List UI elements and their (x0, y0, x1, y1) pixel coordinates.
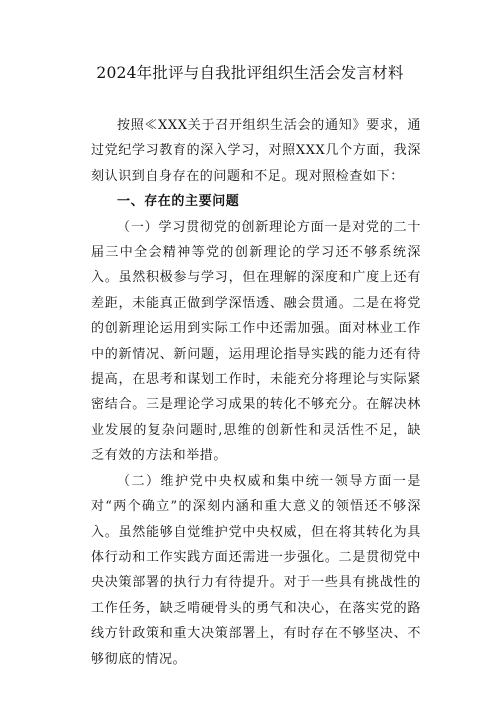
paragraph-uphold-authority: （二）维护党中央权威和集中统一领导方面一是对“两个确立”的深刻内涵和重大意义的领悟还不够深入。虽然能够自觉维护党中央权威，但在将其转化为具体行动和工作实践方面还需进一步强化。二是贯彻党中央决策部署的执行力有待提升。对于一些具有挑战性的工作任务，缺乏啃硬骨头的勇气和决心，在落实党的路线方针政策和重大决策部署上，有时存在不够坚决、不够彻底的情况。 (91, 473, 421, 667)
document-title: 2024年批评与自我批评组织生活会发言材料 (96, 64, 404, 82)
section-heading-main-problems: 一、存在的主要问题 (117, 194, 240, 210)
paragraph-study-theory: （一）学习贯彻党的创新理论方面一是对党的二十届三中全会精神等党的创新理论的学习还不够系统深入。虽然积极参与学习，但在理解的深度和广度上还有差距，未能真正做到学深悟透、融会贯通。二是在将党的创新理论运用到实际工作中还需加强。面对林业工作中的新情况、新问题，运用理论指导实践的能力还有待提高，在思考和谋划工作时，未能充分将理论与实际紧密结合。三是理论学习成果的转化不够充分。在解决林业发展的复杂问题时,思维的创新性和灵活性不足，缺乏有效的方法和举措。 (91, 219, 421, 464)
document-body (91, 113, 421, 672)
intro-paragraph: 按照≪XXX关于召开组织生活会的通知》要求，通过党纪学习教育的深入学习，对照XXX几个方面，我深刻认识到自身存在的问题和不足。现对照检查如下： (91, 118, 421, 184)
